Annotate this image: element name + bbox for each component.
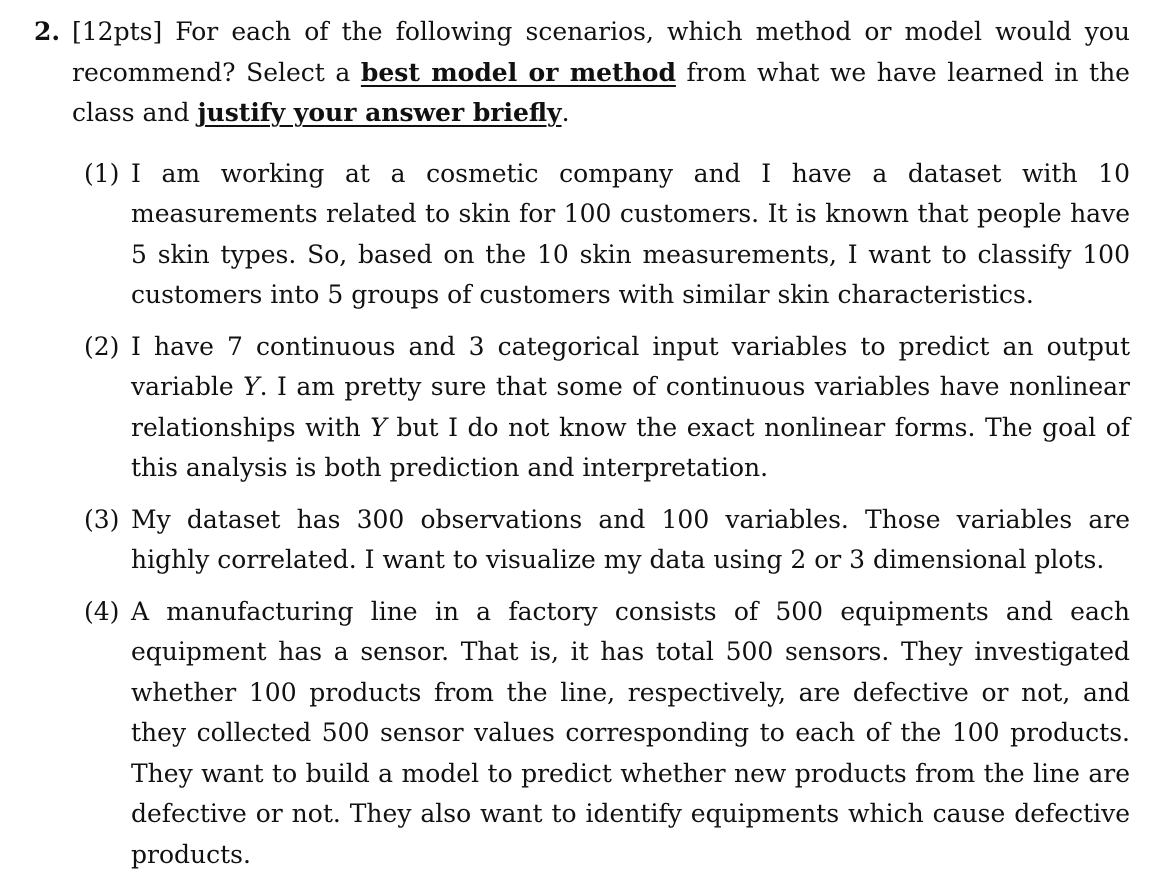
scenario-label: (2) xyxy=(84,331,120,361)
scenario-text xyxy=(131,327,1130,489)
scenario-item-4 xyxy=(84,592,1130,876)
problem-header xyxy=(34,12,1130,134)
problem-points: [12pts] xyxy=(72,17,163,46)
scenario-list xyxy=(34,154,1130,876)
problem-statement xyxy=(72,12,1130,134)
scenario-text: I am working at a cosmetic company and I have a dataset with 10 measurements related to skin for 100 customers. It is known that people have 5 skin types. So, based on the 10 skin measurements, I want to classify 100 customers into 5 groups of customers with similar skin characteristics. xyxy=(131,158,1130,309)
scenario-text: My dataset has 300 observations and 100 variables. Those variables are highly correlated. I want to visualize my data using 2 or 3 dimensional plots. xyxy=(131,504,1130,574)
scenario-item-1 xyxy=(84,154,1130,316)
variable-y: Y xyxy=(243,372,260,401)
select-middle: from what we have learned in the class and xyxy=(72,57,1130,127)
end-period: . xyxy=(561,98,570,127)
scenario-text-part-c: but I do not know the exact nonlinear forms. The goal of this analysis is both prediction and interpretation. xyxy=(131,412,1131,482)
scenario-label: (4) xyxy=(84,596,120,626)
problem-number: 2. xyxy=(34,17,61,46)
problem-intro: For each of the following scenarios, which method or model would you recommend? xyxy=(72,17,1130,87)
scenario-label: (1) xyxy=(84,158,120,188)
scenario-label: (3) xyxy=(84,504,120,534)
problem-2 xyxy=(34,12,1130,886)
scenario-text-part-b: . I am pretty sure that some of continuous variables have nonlinear relationships with xyxy=(131,372,1131,442)
scenario-text: A manufacturing line in a factory consists of 500 equipments and each equipment has a sensor. That is, it has total 500 sensors. They investigated whether 100 products from the line, respectively, are defective or not, and they collected 500 sensor values corresponding to each of the 100 products. They want to build a model to predict whether new products from the line are defective or not. They also want to identify equipments which cause defective products. xyxy=(131,596,1130,869)
scenario-item-2 xyxy=(84,327,1130,489)
scenario-item-3 xyxy=(84,500,1130,581)
select-prefix: Select a xyxy=(246,57,351,87)
scenario-text-part-a: I have 7 continuous and 3 categorical input variables to predict an output variable xyxy=(131,331,1130,401)
variable-y: Y xyxy=(370,412,387,442)
justify-emphasis: justify your answer briefly xyxy=(197,98,562,127)
best-model-emphasis: best model or method xyxy=(360,57,676,87)
